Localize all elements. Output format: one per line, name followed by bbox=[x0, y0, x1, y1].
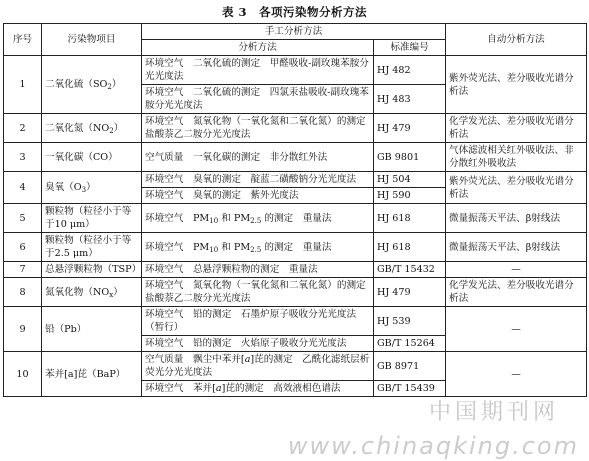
table-row bbox=[4, 262, 587, 278]
cell-pollutant: 颗粒物（粒径小于等于10 μm） bbox=[42, 204, 142, 233]
cell-method: 环境空气 二氧化硫的测定 四氯汞盐吸收-副玫瑰苯胺分光光度法 bbox=[142, 85, 374, 114]
cell-auto-method: 微量振荡天平法、β射线法 bbox=[446, 233, 587, 262]
cell-no: 8 bbox=[4, 278, 42, 307]
table-row bbox=[4, 143, 587, 172]
header-manual: 手工分析方法 bbox=[142, 24, 446, 40]
cell-no: 3 bbox=[4, 143, 42, 172]
table-row bbox=[4, 307, 587, 336]
table-row bbox=[4, 204, 587, 233]
cell-standard: GB/T 15439 bbox=[374, 381, 446, 397]
cell-method: 空气质量 一氧化碳的测定 非分散红外法 bbox=[142, 143, 374, 172]
cell-auto-method: 化学发光法、差分吸收光谱分析法 bbox=[446, 114, 587, 143]
cell-pollutant: 苯并[a]芘（BaP） bbox=[42, 352, 142, 397]
cell-no: 6 bbox=[4, 233, 42, 262]
cell-standard: GB/T 15264 bbox=[374, 336, 446, 352]
cell-no: 9 bbox=[4, 307, 42, 352]
cell-no: 10 bbox=[4, 352, 42, 397]
cell-auto-method: — bbox=[446, 307, 587, 352]
cell-no: 4 bbox=[4, 172, 42, 204]
cell-standard: HJ 539 bbox=[374, 307, 446, 336]
cell-no: 7 bbox=[4, 262, 42, 278]
cell-pollutant: 二氧化氮$(NO_2)$ bbox=[42, 114, 142, 143]
cell-method: 环境空气 $PM_{10}$ 和 $PM_{2.5}$ 的测定 重量法 bbox=[142, 233, 374, 262]
table-row bbox=[4, 233, 587, 262]
cell-method: 环境空气 臭氧的测定 紫外光度法 bbox=[142, 188, 374, 204]
table-caption: 表 3 各项污染物分析方法 bbox=[221, 5, 367, 19]
cell-pollutant: 二氧化硫$(SO_2)$ bbox=[42, 56, 142, 114]
cell-method: 环境空气 铅的测定 火焰原子吸收分光光度法 bbox=[142, 336, 374, 352]
cell-method: 环境空气 $PM_{10}$ 和 $PM_{2.5}$ 的测定 重量法 bbox=[142, 204, 374, 233]
cell-standard: HJ 618 bbox=[374, 233, 446, 262]
cell-standard: HJ 504 bbox=[374, 172, 446, 188]
header-item: 污染物项目 bbox=[42, 24, 142, 56]
table-row bbox=[4, 114, 587, 143]
cell-method: 环境空气 氮氧化物（一氧化氮和二氧化氮）的测定 盐酸萘乙二胺分光光度法 bbox=[142, 114, 374, 143]
cell-no: 1 bbox=[4, 56, 42, 114]
cell-pollutant: 颗粒物（粒径小于等于2.5 μm） bbox=[42, 233, 142, 262]
cell-auto-method: 气体滤波相关红外吸收法、非分散红外吸收法 bbox=[446, 143, 587, 172]
cell-method: 环境空气 氮氧化物（一氧化氮和二氧化氮）的测定 盐酸萘乙二胺分光光度法 bbox=[142, 278, 374, 307]
table-row bbox=[4, 352, 587, 381]
cell-pollutant: 一氧化碳（CO） bbox=[42, 143, 142, 172]
cell-standard: GB 8971 bbox=[374, 352, 446, 381]
cell-auto-method: 紫外荧光法、差分吸收光谱分析法 bbox=[446, 172, 587, 204]
cell-method: 环境空气 二氧化硫的测定 甲醛吸收-副玫瑰苯胺分光光度法 bbox=[142, 56, 374, 85]
watermark-url: www.chinaqking.com bbox=[287, 432, 579, 460]
cell-standard: GB 9801 bbox=[374, 143, 446, 172]
cell-standard: HJ 590 bbox=[374, 188, 446, 204]
watermark-text: 中国期刊网 bbox=[428, 400, 559, 425]
header-standard: 标准编号 bbox=[374, 40, 446, 56]
cell-standard: HJ 479 bbox=[374, 114, 446, 143]
cell-pollutant: 臭氧$(O_3)$ bbox=[42, 172, 142, 204]
cell-pollutant: 氮氧化物$(NO_x)$ bbox=[42, 278, 142, 307]
cell-method: 环境空气 臭氧的测定 靛蓝二磺酸钠分光光度法 bbox=[142, 172, 374, 188]
cell-method: 环境空气 铅的测定 石墨炉原子吸收分光光度法（暂行） bbox=[142, 307, 374, 336]
cell-method: 空气质量 飘尘中苯并[a]芘的测定 乙酰化滤纸层析荧光分光光度法 bbox=[142, 352, 374, 381]
table-row bbox=[4, 172, 587, 188]
header-auto: 自动分析方法 bbox=[446, 24, 587, 56]
cell-method: 环境空气 总悬浮颗粒物的测定 重量法 bbox=[142, 262, 374, 278]
cell-standard: HJ 483 bbox=[374, 85, 446, 114]
cell-standard: HJ 479 bbox=[374, 278, 446, 307]
cell-pollutant: 铅（Pb） bbox=[42, 307, 142, 352]
cell-auto-method: — bbox=[446, 262, 587, 278]
cell-standard: HJ 482 bbox=[374, 56, 446, 85]
cell-auto-method: — bbox=[446, 352, 587, 397]
cell-auto-method: 紫外荧光法、差分吸收光谱分析法 bbox=[446, 56, 587, 114]
cell-pollutant: 总悬浮颗粒物（TSP） bbox=[42, 262, 142, 278]
cell-no: 5 bbox=[4, 204, 42, 233]
header-method: 分析方法 bbox=[142, 40, 374, 56]
cell-method: 环境空气 苯并[a]芘的测定 高效液相色谱法 bbox=[142, 381, 374, 397]
cell-standard: HJ 618 bbox=[374, 204, 446, 233]
cell-no: 2 bbox=[4, 114, 42, 143]
table-row bbox=[4, 56, 587, 85]
cell-auto-method: 化学发光法、差分吸收光谱分析法 bbox=[446, 278, 587, 307]
cell-auto-method: 微量振荡天平法、β射线法 bbox=[446, 204, 587, 233]
table-row bbox=[4, 278, 587, 307]
header-no: 序号 bbox=[4, 24, 42, 56]
cell-standard: GB/T 15432 bbox=[374, 262, 446, 278]
pollutant-analysis-table bbox=[3, 23, 587, 397]
